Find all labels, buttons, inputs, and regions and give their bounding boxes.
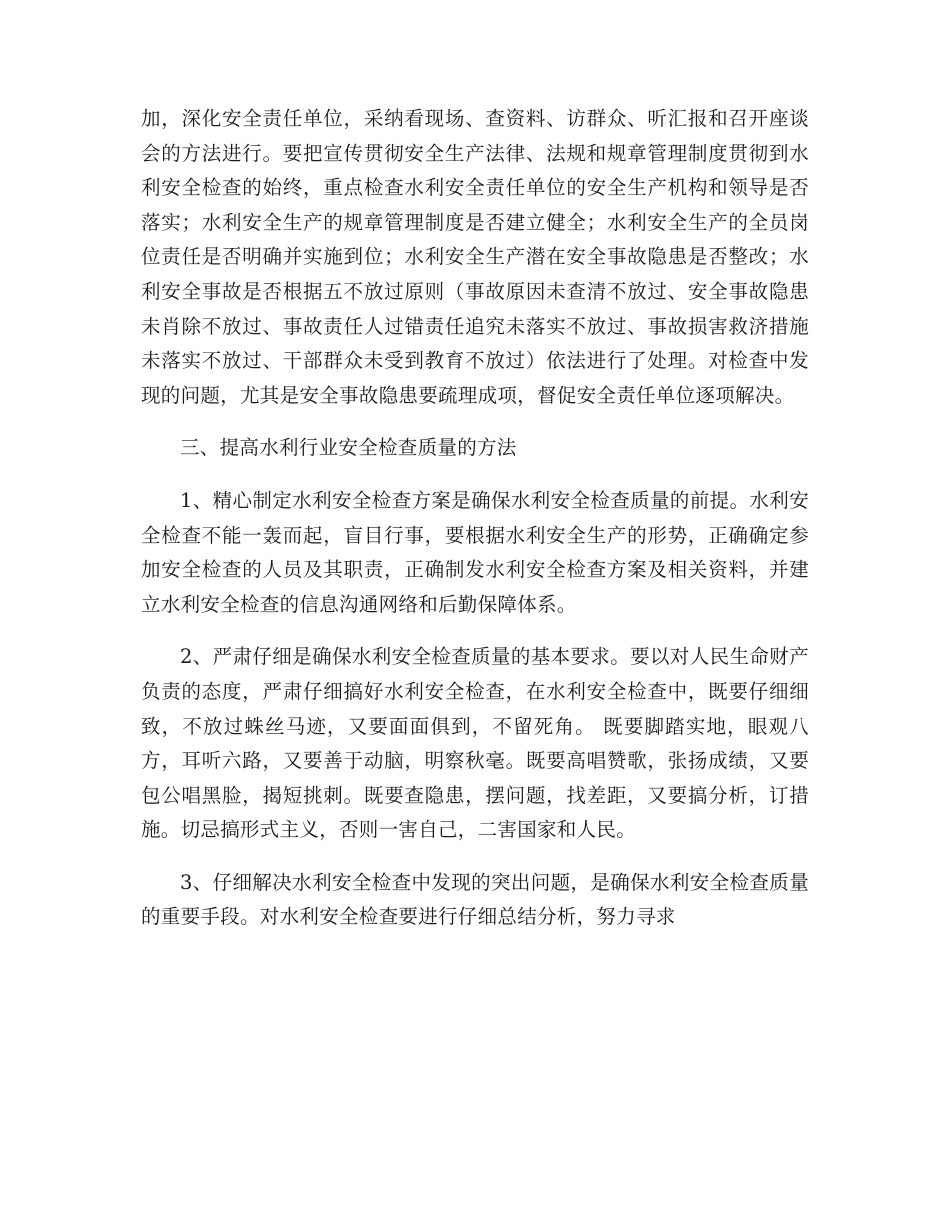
section-heading: 三、提高水利行业安全检查质量的方法	[180, 436, 517, 460]
paragraph-item-2: 2、严肃仔细是确保水利安全检查质量的基本要求。要以对人民生命财产负责的态度，严肃仔细搞好水利安全检查，在水利安全检查中，既要仔细细致，不放过蛛丝马迹，又要面面俱到，不留死角。 既要脚踏实地，眼观八方，耳听六路，又要善于动脑，明察秋毫。既要高唱赞歌，张扬成绩，又要包公唱黑脸，揭短挑刺。既要查隐患，摆问题，找差距，又要搞分析，订措施。切忌搞形式主义，否则一害自己，二害国家和人民。	[141, 645, 809, 842]
paragraph-item-1: 1、精心制定水利安全检查方案是确保水利安全检查质量的前提。水利安全检查不能一轰而起，盲目行事，要根据水利安全生产的形势，正确确定参加安全检查的人员及其职责，正确制发水利安全检查方案及相关资料，并建立水利安全检查的信息沟通网络和后勤保障体系。	[141, 488, 809, 616]
document-body	[141, 102, 809, 935]
paragraph-item-3: 3、仔细解决水利安全检查中发现的突出问题，是确保水利安全检查质量的重要手段。对水利安全检查要进行仔细总结分析，努力寻求	[141, 870, 809, 929]
paragraph-continuation: 加，深化安全责任单位，采纳看现场、查资料、访群众、听汇报和召开座谈会的方法进行。要把宣传贯彻安全生产法律、法规和规章管理制度贯彻到水利安全检查的始终，重点检查水利安全责任单位的安全生产机构和领导是否落实；水利安全生产的规章管理制度是否建立健全；水利安全生产的全员岗位责任是否明确并实施到位；水利安全生产潜在安全事故隐患是否整改；水利安全事故是否根据五不放过原则（事故原因未查清不放过、安全事故隐患未肖除不放过、事故责任人过错责任追究未落实不放过、事故损害救济措施未落实不放过、干部群众未受到教育不放过）依法进行了处理。对检查中发现的问题，尤其是安全事故隐患要疏理成项，督促安全责任单位逐项解决。	[141, 107, 809, 407]
